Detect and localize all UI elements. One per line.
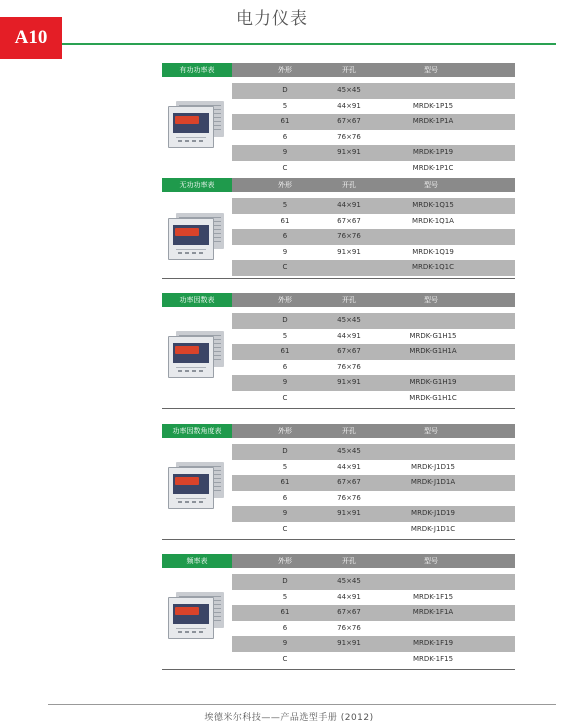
cell-hole: 76×76	[337, 623, 361, 632]
table-row	[232, 491, 515, 507]
spec-rows	[232, 313, 515, 406]
spec-rows	[232, 198, 515, 276]
meter-product-image	[168, 213, 224, 259]
section-header	[162, 554, 515, 568]
product-section	[162, 424, 515, 533]
cell-hole: 44×91	[337, 201, 361, 209]
cell-hole: 67×67	[337, 478, 361, 486]
table-row	[232, 506, 515, 522]
cell-hole: 67×67	[337, 117, 361, 125]
cell-shape: 9	[282, 378, 288, 386]
cell-shape: 6	[282, 493, 288, 502]
table-row	[232, 83, 515, 99]
meter-product-image	[168, 462, 224, 508]
page-number-badge: A10	[0, 17, 62, 59]
table-row	[232, 636, 515, 652]
cell-shape: C	[282, 393, 288, 402]
cell-hole: 91×91	[337, 509, 361, 517]
column-header-model: 型号	[424, 427, 438, 435]
cell-model: MRDK-1F15	[412, 654, 454, 663]
cell-shape: 61	[280, 478, 290, 486]
column-header-hole: 开孔	[342, 181, 356, 189]
header-rule	[62, 43, 556, 45]
cell-hole: 67×67	[337, 216, 361, 225]
footer-text: 埃德米尔科技——产品选型手册 (2012)	[204, 713, 374, 723]
table-row	[232, 652, 515, 668]
meter-product-image	[168, 592, 224, 638]
table-row	[232, 621, 515, 637]
column-header-hole: 开孔	[342, 557, 356, 565]
cell-model: MRDK-G1H19	[409, 378, 457, 386]
cell-hole: 76×76	[337, 362, 361, 371]
section-bottom-rule	[162, 539, 515, 540]
cell-shape: D	[282, 447, 288, 455]
section-title: 有功功率表	[162, 63, 232, 77]
table-row	[232, 344, 515, 360]
table-row	[232, 229, 515, 245]
column-header-hole: 开孔	[342, 427, 356, 435]
column-header-hole: 开孔	[342, 66, 356, 74]
cell-hole: 45×45	[337, 447, 361, 455]
cell-model: MRDK-J1D19	[411, 509, 455, 517]
cell-model: MRDK-1F1A	[412, 608, 454, 616]
cell-model: MRDK-J1D1A	[410, 478, 456, 486]
cell-model: MRDK-G1H15	[409, 331, 457, 340]
product-section	[162, 293, 515, 402]
column-header-hole: 开孔	[342, 296, 356, 304]
cell-shape: 9	[282, 148, 288, 156]
cell-shape: 9	[282, 639, 288, 647]
cell-hole: 44×91	[337, 592, 361, 601]
table-row	[232, 444, 515, 460]
cell-hole: 91×91	[337, 148, 361, 156]
cell-model: MRDK-G1H1C	[409, 393, 457, 402]
table-row	[232, 391, 515, 407]
table-row	[232, 214, 515, 230]
table-row	[232, 313, 515, 329]
cell-shape: C	[282, 163, 288, 172]
cell-hole: 67×67	[337, 608, 361, 616]
cell-model: MRDK-1Q19	[412, 247, 454, 256]
cell-hole: 76×76	[337, 493, 361, 502]
cell-hole: 44×91	[337, 331, 361, 340]
cell-hole: 76×76	[337, 132, 361, 141]
cell-shape: C	[282, 524, 288, 533]
section-bottom-rule	[162, 408, 515, 409]
column-header-shape: 外形	[278, 296, 292, 304]
cell-shape: 9	[282, 247, 288, 256]
cell-model: MRDK-J1D15	[411, 462, 455, 471]
cell-hole: 91×91	[337, 639, 361, 647]
table-row	[232, 605, 515, 621]
table-row	[232, 375, 515, 391]
column-header-model: 型号	[424, 66, 438, 74]
cell-shape: 61	[280, 216, 290, 225]
cell-hole: 76×76	[337, 232, 361, 240]
column-header-model: 型号	[424, 557, 438, 565]
cell-shape: C	[282, 654, 288, 663]
cell-model: MRDK-1F15	[412, 592, 454, 601]
cell-model: MRDK-1P15	[412, 101, 454, 110]
cell-shape: 61	[280, 117, 290, 125]
cell-shape: 5	[282, 201, 288, 209]
cell-hole: 44×91	[337, 101, 361, 110]
column-header-model: 型号	[424, 181, 438, 189]
cell-hole: 45×45	[337, 86, 361, 94]
cell-hole: 91×91	[337, 247, 361, 256]
cell-hole: 44×91	[337, 462, 361, 471]
cell-shape: D	[282, 86, 288, 94]
cell-model: MRDK-1Q1C	[412, 263, 454, 271]
cell-shape: 61	[280, 608, 290, 616]
column-header-shape: 外形	[278, 66, 292, 74]
table-row	[232, 260, 515, 276]
spec-rows	[232, 83, 515, 176]
meter-product-image	[168, 101, 224, 147]
section-title: 功率因数角度表	[162, 424, 232, 438]
cell-model: MRDK-1F19	[412, 639, 454, 647]
meter-product-image	[168, 331, 224, 377]
cell-shape: D	[282, 316, 288, 324]
cell-model: MRDK-G1H1A	[409, 347, 457, 355]
table-row	[232, 329, 515, 345]
cell-shape: 9	[282, 509, 288, 517]
column-header-shape: 外形	[278, 427, 292, 435]
cell-shape: 6	[282, 132, 288, 141]
table-row	[232, 475, 515, 491]
spec-rows	[232, 574, 515, 667]
table-row	[232, 460, 515, 476]
cell-model: MRDK-J1D1C	[410, 524, 456, 533]
cell-model: MRDK-1P1A	[412, 117, 454, 125]
section-bottom-rule	[162, 669, 515, 670]
table-row	[232, 114, 515, 130]
cell-hole: 91×91	[337, 378, 361, 386]
cell-model: MRDK-1P19	[412, 148, 454, 156]
section-bottom-rule	[162, 278, 515, 279]
table-row	[232, 145, 515, 161]
cell-shape: C	[282, 263, 288, 271]
cell-model: MRDK-1Q15	[412, 201, 454, 209]
cell-shape: 5	[282, 331, 288, 340]
table-row	[232, 161, 515, 177]
table-row	[232, 245, 515, 261]
table-row	[232, 99, 515, 115]
cell-shape: 6	[282, 362, 288, 371]
section-header	[162, 424, 515, 438]
table-row	[232, 130, 515, 146]
section-title: 功率因数表	[162, 293, 232, 307]
cell-shape: 5	[282, 101, 288, 110]
section-header	[162, 63, 515, 77]
cell-shape: 6	[282, 623, 288, 632]
page-title: 电力仪表	[236, 9, 308, 29]
cell-hole: 67×67	[337, 347, 361, 355]
cell-shape: 5	[282, 462, 288, 471]
cell-hole: 45×45	[337, 577, 361, 585]
product-section	[162, 63, 515, 172]
section-title: 无功功率表	[162, 178, 232, 192]
cell-model: MRDK-1P1C	[412, 163, 454, 172]
cell-shape: 61	[280, 347, 290, 355]
table-row	[232, 360, 515, 376]
table-row	[232, 198, 515, 214]
section-title: 频率表	[162, 554, 232, 568]
table-row	[232, 522, 515, 538]
spec-rows	[232, 444, 515, 537]
cell-shape: 6	[282, 232, 288, 240]
cell-shape: D	[282, 577, 288, 585]
column-header-shape: 外形	[278, 181, 292, 189]
section-header	[162, 293, 515, 307]
cell-model: MRDK-1Q1A	[412, 216, 454, 225]
column-header-model: 型号	[424, 296, 438, 304]
table-row	[232, 574, 515, 590]
cell-hole: 45×45	[337, 316, 361, 324]
product-section	[162, 178, 515, 271]
footer-rule	[48, 704, 556, 705]
cell-shape: 5	[282, 592, 288, 601]
table-row	[232, 590, 515, 606]
product-section	[162, 554, 515, 663]
column-header-shape: 外形	[278, 557, 292, 565]
section-header	[162, 178, 515, 192]
